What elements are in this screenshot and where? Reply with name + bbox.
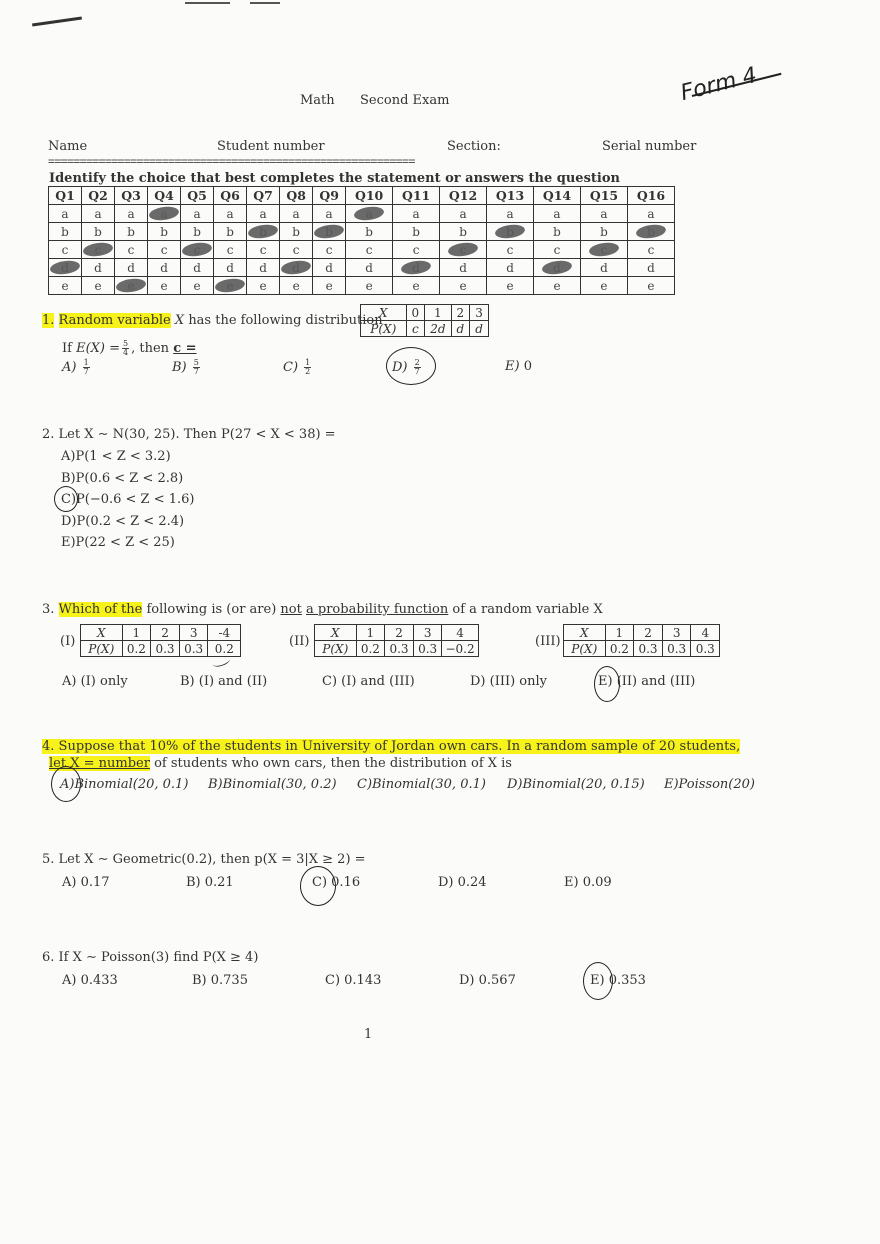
- q3-table-1: X 1 2 3 -4 P(X) 0.2 0.3 0.3 0.2: [80, 624, 241, 657]
- bubble-q7-d[interactable]: d: [247, 259, 280, 277]
- q2-option-e[interactable]: E)P(22 < Z < 25): [61, 535, 175, 550]
- q5-stem: 5. Let X ∼ Geometric(0.2), then p(X = 3|X ≥ 2) =: [42, 852, 366, 867]
- bubble-q4-e[interactable]: e: [148, 277, 181, 295]
- q3-table-2: X 1 2 3 4 P(X) 0.2 0.3 0.3 −0.2: [314, 624, 479, 657]
- scan-mark: [185, 2, 230, 4]
- filled-bubble-mark: [214, 276, 246, 293]
- q3-stem: 3. Which of the following is (or are) not a probability function of a random variable X: [42, 602, 603, 617]
- bubble-q15-d[interactable]: d: [580, 259, 627, 277]
- bubble-q8-e[interactable]: e: [280, 277, 313, 295]
- grid-row-c: [49, 241, 675, 259]
- subject-title: Math: [300, 93, 335, 108]
- bubble-q7-a[interactable]: a: [247, 205, 280, 223]
- q5-option-a[interactable]: A) 0.17: [62, 875, 110, 890]
- filled-bubble-mark: [353, 204, 385, 221]
- grid-header-16: Q16: [627, 187, 674, 205]
- q3-option-c[interactable]: C) (I) and (III): [322, 674, 415, 689]
- q1-option-e[interactable]: E) 0: [505, 359, 532, 374]
- bubble-q6-b[interactable]: b: [214, 223, 247, 241]
- q6-option-e[interactable]: E) 0.353: [590, 973, 646, 988]
- bubble-q2-b[interactable]: b: [82, 223, 115, 241]
- bubble-q12-e[interactable]: e: [440, 277, 487, 295]
- q3-answer-circle: [594, 666, 620, 702]
- bubble-q10-c[interactable]: c: [346, 241, 393, 259]
- bubble-q9-a[interactable]: a: [313, 205, 346, 223]
- q6-answer-circle: [583, 962, 613, 1000]
- bubble-q7-c[interactable]: c: [247, 241, 280, 259]
- bubble-q9-d[interactable]: d: [313, 259, 346, 277]
- q2-option-c[interactable]: C)P(−0.6 < Z < 1.6): [61, 492, 195, 507]
- q5-option-c[interactable]: C) 0.16: [312, 875, 361, 890]
- bubble-q14-a[interactable]: a: [534, 205, 581, 223]
- bubble-q13-c[interactable]: c: [487, 241, 534, 259]
- bubble-q8-d[interactable]: [280, 259, 313, 277]
- bubble-q12-a[interactable]: a: [440, 205, 487, 223]
- q3-table-label: (I): [60, 634, 76, 649]
- grid-row-b: [49, 223, 675, 241]
- q4-option-a[interactable]: A)Binomial(20, 0.1): [60, 777, 189, 792]
- bubble-q6-e[interactable]: [214, 277, 247, 295]
- bubble-q1-c[interactable]: c: [49, 241, 82, 259]
- q1-option-d[interactable]: D) $\frac{2}{7}$: [392, 358, 420, 376]
- q1-condition: If E(X) = $\frac{5}{4}$ , then c =: [62, 339, 197, 357]
- filled-bubble-mark: [181, 240, 213, 257]
- q1-option-b[interactable]: B) $\frac{5}{7}$: [172, 358, 199, 376]
- bubble-q4-b[interactable]: b: [148, 223, 181, 241]
- q6-option-d[interactable]: D) 0.567: [459, 973, 516, 988]
- grid-header-1: Q1: [49, 187, 82, 205]
- q5-option-d[interactable]: D) 0.24: [438, 875, 487, 890]
- bubble-q8-a[interactable]: a: [280, 205, 313, 223]
- filled-bubble-mark: [148, 204, 180, 221]
- grid-header-11: Q11: [393, 187, 440, 205]
- grid-row-d: [49, 259, 675, 277]
- grid-row-e: [49, 277, 675, 295]
- bubble-q3-d[interactable]: d: [115, 259, 148, 277]
- q5-option-b[interactable]: B) 0.21: [186, 875, 234, 890]
- bubble-q3-b[interactable]: b: [115, 223, 148, 241]
- grid-header-6: Q6: [214, 187, 247, 205]
- bubble-q14-d[interactable]: [534, 259, 581, 277]
- bubble-q14-e[interactable]: e: [534, 277, 581, 295]
- q1-answer-circle: [386, 347, 436, 385]
- bubble-q2-a[interactable]: a: [82, 205, 115, 223]
- bubble-q11-c[interactable]: c: [393, 241, 440, 259]
- bubble-q4-d[interactable]: d: [148, 259, 181, 277]
- q2-answer-circle: [54, 486, 78, 512]
- bubble-q6-d[interactable]: d: [214, 259, 247, 277]
- bubble-q5-c[interactable]: [181, 241, 214, 259]
- divider-rule: ==========================================================: [48, 154, 415, 168]
- bubble-q5-b[interactable]: b: [181, 223, 214, 241]
- bubble-q14-c[interactable]: c: [534, 241, 581, 259]
- filled-bubble-mark: [447, 240, 479, 257]
- q4-option-d[interactable]: D)Binomial(20, 0.15): [507, 777, 645, 792]
- bubble-q13-d[interactable]: d: [487, 259, 534, 277]
- filled-bubble-mark: [494, 222, 526, 239]
- grid-header-8: Q8: [280, 187, 313, 205]
- grid-header-13: Q13: [487, 187, 534, 205]
- bubble-q8-b[interactable]: b: [280, 223, 313, 241]
- bubble-q6-c[interactable]: c: [214, 241, 247, 259]
- bubble-q2-e[interactable]: e: [82, 277, 115, 295]
- q5-answer-circle: [300, 866, 336, 906]
- filled-bubble-mark: [280, 258, 312, 275]
- bubble-q16-c[interactable]: c: [627, 241, 674, 259]
- q6-stem: 6. If X ∼ Poisson(3) find P(X ≥ 4): [42, 950, 259, 965]
- q4-option-e[interactable]: E)Poisson(20): [664, 777, 755, 792]
- filled-bubble-mark: [247, 222, 279, 239]
- bubble-q3-e[interactable]: [115, 277, 148, 295]
- bubble-q9-b[interactable]: [313, 223, 346, 241]
- q3-table-label: (II): [289, 634, 310, 649]
- q4-answer-circle: [51, 766, 81, 802]
- bubble-q13-b[interactable]: [487, 223, 534, 241]
- filled-bubble-mark: [400, 258, 432, 275]
- q4-stem: 4. Suppose that 10% of the students in University of Jordan own cars. In a random sample of 20 students,: [42, 739, 741, 754]
- scan-mark: [250, 2, 280, 4]
- bubble-q1-e[interactable]: e: [49, 277, 82, 295]
- q6-option-c[interactable]: C) 0.143: [325, 973, 382, 988]
- bubble-q2-c[interactable]: [82, 241, 115, 259]
- q5-option-e[interactable]: E) 0.09: [564, 875, 612, 890]
- filled-bubble-mark: [541, 258, 573, 275]
- bubble-q10-e[interactable]: e: [346, 277, 393, 295]
- grid-header-3: Q3: [115, 187, 148, 205]
- grid-row-a: [49, 205, 675, 223]
- bubble-q4-a[interactable]: [148, 205, 181, 223]
- grid-header-7: Q7: [247, 187, 280, 205]
- bubble-q15-b[interactable]: b: [580, 223, 627, 241]
- bubble-q2-d[interactable]: d: [82, 259, 115, 277]
- grid-header-5: Q5: [181, 187, 214, 205]
- bubble-q9-e[interactable]: e: [313, 277, 346, 295]
- q3-option-d[interactable]: D) (III) only: [470, 674, 548, 689]
- bubble-q1-b[interactable]: b: [49, 223, 82, 241]
- bubble-q5-d[interactable]: d: [181, 259, 214, 277]
- serial-number-field: Serial number: [602, 139, 697, 154]
- bubble-q11-d[interactable]: [393, 259, 440, 277]
- filled-bubble-mark: [588, 240, 620, 257]
- grid-header-14: Q14: [534, 187, 581, 205]
- bubble-q3-c[interactable]: c: [115, 241, 148, 259]
- bubble-q16-b[interactable]: [627, 223, 674, 241]
- bubble-q9-c[interactable]: c: [313, 241, 346, 259]
- scan-mark: [32, 17, 82, 27]
- q4-stem-line2: let X = number of students who own cars, then the distribution of X is: [49, 756, 512, 771]
- q3-table-3: X 1 2 3 4 P(X) 0.2 0.3 0.3 0.3: [563, 624, 720, 657]
- bubble-q12-d[interactable]: d: [440, 259, 487, 277]
- q1-option-a[interactable]: A) $\frac{1}{7}$: [62, 358, 89, 376]
- bubble-q5-e[interactable]: e: [181, 277, 214, 295]
- grid-header-9: Q9: [313, 187, 346, 205]
- q4-option-b[interactable]: B)Binomial(30, 0.2): [208, 777, 337, 792]
- bubble-q10-d[interactable]: d: [346, 259, 393, 277]
- bubble-q4-c[interactable]: c: [148, 241, 181, 259]
- filled-bubble-mark: [635, 222, 667, 239]
- bubble-q1-d[interactable]: [49, 259, 82, 277]
- bubble-q13-a[interactable]: a: [487, 205, 534, 223]
- bubble-q12-b[interactable]: b: [440, 223, 487, 241]
- bubble-q1-a[interactable]: a: [49, 205, 82, 223]
- q1-distribution-table: X 0 1 2 3 P(X) c 2d d d: [360, 304, 489, 337]
- filled-bubble-mark: [82, 240, 114, 257]
- name-field: Name: [48, 139, 88, 154]
- section-field: Section:: [447, 139, 501, 154]
- filled-bubble-mark: [49, 258, 81, 275]
- grid-header-15: Q15: [580, 187, 627, 205]
- bubble-q16-a[interactable]: a: [627, 205, 674, 223]
- q3-table-label: (III): [535, 634, 561, 649]
- bubble-q5-a[interactable]: a: [181, 205, 214, 223]
- grid-header-10: Q10: [346, 187, 393, 205]
- bubble-q14-b[interactable]: b: [534, 223, 581, 241]
- instruction: Identify the choice that best completes the statement or answers the question: [49, 171, 620, 186]
- bubble-q11-a[interactable]: a: [393, 205, 440, 223]
- page-number: 1: [364, 1027, 373, 1042]
- bubble-q3-a[interactable]: a: [115, 205, 148, 223]
- bubble-q8-c[interactable]: c: [280, 241, 313, 259]
- bubble-q12-c[interactable]: [440, 241, 487, 259]
- q6-option-a[interactable]: A) 0.433: [62, 973, 118, 988]
- grid-header-2: Q2: [82, 187, 115, 205]
- q2-option-b[interactable]: B)P(0.6 < Z < 2.8): [61, 470, 184, 486]
- bubble-q7-b[interactable]: [247, 223, 280, 241]
- bubble-q10-b[interactable]: b: [346, 223, 393, 241]
- bubble-q16-e[interactable]: e: [627, 277, 674, 295]
- bubble-q13-e[interactable]: e: [487, 277, 534, 295]
- q1-option-c[interactable]: C) $\frac{1}{2}$: [283, 358, 311, 376]
- bubble-q6-a[interactable]: a: [214, 205, 247, 223]
- q3-option-e[interactable]: E) (II) and (III): [598, 674, 696, 689]
- filled-bubble-mark: [115, 276, 147, 293]
- grid-header-4: Q4: [148, 187, 181, 205]
- filled-bubble-mark: [313, 222, 345, 239]
- q3-option-a[interactable]: A) (I) only: [62, 674, 128, 689]
- bubble-q10-a[interactable]: [346, 205, 393, 223]
- bubble-q15-c[interactable]: [580, 241, 627, 259]
- bubble-q15-e[interactable]: e: [580, 277, 627, 295]
- q2-option-d[interactable]: D)P(0.2 < Z < 2.4): [61, 513, 185, 529]
- grid-header-12: Q12: [440, 187, 487, 205]
- bubble-q15-a[interactable]: a: [580, 205, 627, 223]
- bubble-q11-b[interactable]: b: [393, 223, 440, 241]
- bubble-q16-d[interactable]: d: [627, 259, 674, 277]
- bubble-q7-e[interactable]: e: [247, 277, 280, 295]
- exam-title: Second Exam: [360, 93, 450, 108]
- q6-option-b[interactable]: B) 0.735: [192, 973, 248, 988]
- q2-stem: 2. Let X ∼ N(30, 25). Then P(27 < X < 38) =: [42, 427, 336, 442]
- q4-option-c[interactable]: C)Binomial(30, 0.1): [357, 777, 486, 792]
- answer-grid: [48, 186, 675, 295]
- bubble-q11-e[interactable]: e: [393, 277, 440, 295]
- form-label: Form 4: [678, 62, 760, 107]
- q3-option-b[interactable]: B) (I) and (II): [180, 674, 268, 689]
- q1-stem: 1. Random variable X has the following distribution: [42, 313, 383, 328]
- q2-option-a[interactable]: A)P(1 < Z < 3.2): [61, 449, 171, 464]
- student-number-field: Student number: [217, 139, 325, 154]
